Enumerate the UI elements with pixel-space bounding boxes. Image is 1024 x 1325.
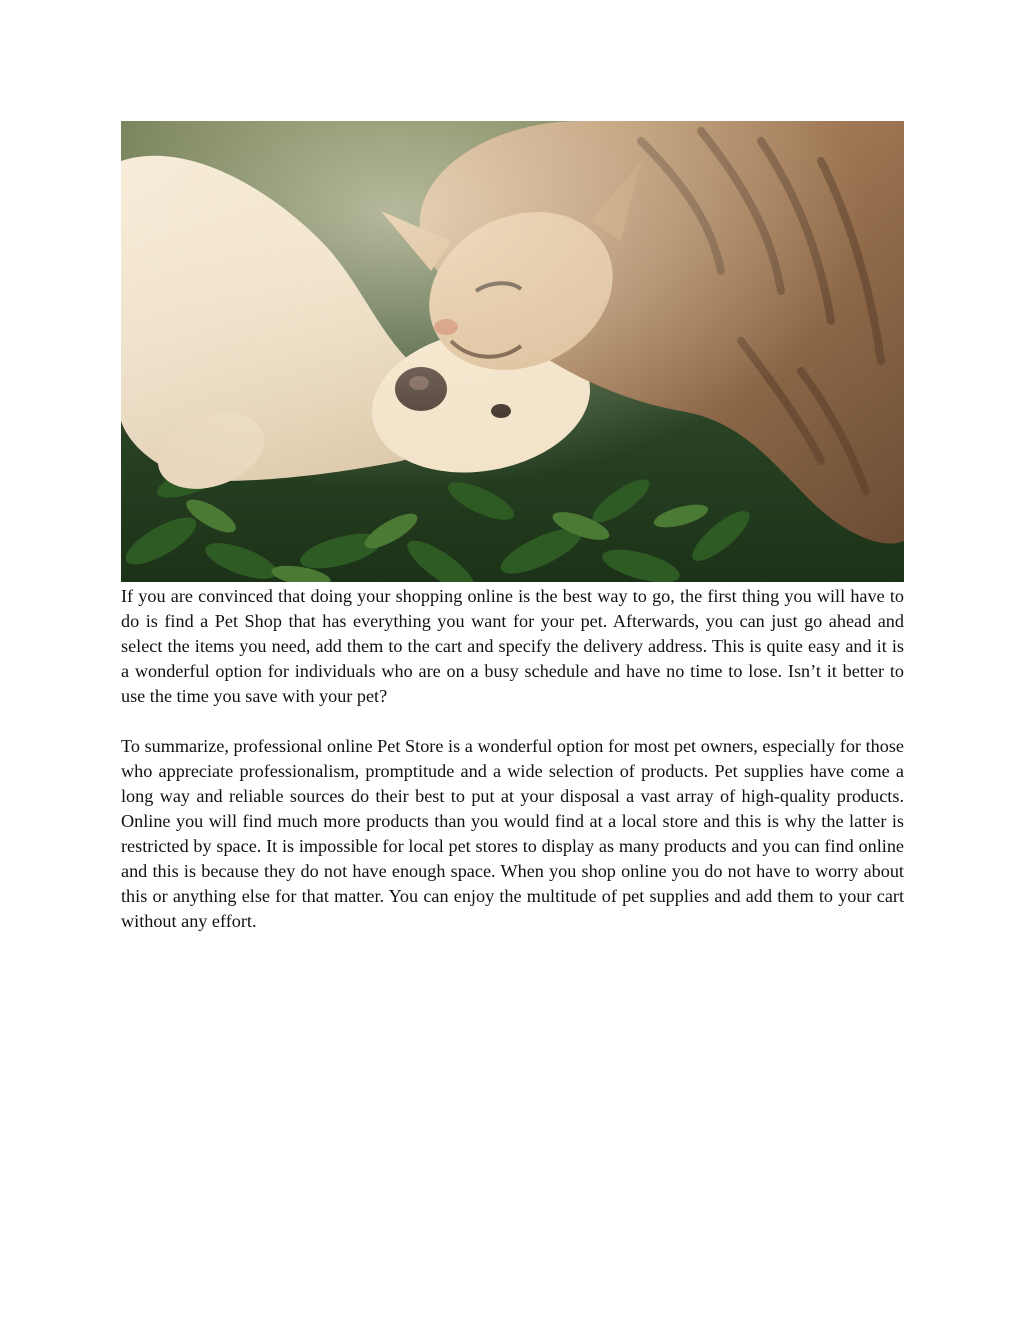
kitten-and-puppy-illustration <box>121 121 904 582</box>
paragraph: If you are convinced that doing your shopping online is the best way to go, the first thing you will have to do is find a Pet Shop that has everything you want for your pet. Afterwards, you can just go ahead and select the items you need, add them to the cart and specify the delivery address. This is quite easy and it is a wonderful option for individuals who are on a busy schedule and have no time to lose. Isn’t it better to use the time you save with your pet? <box>121 586 904 706</box>
pet-photo <box>121 121 904 582</box>
article-body <box>121 584 904 934</box>
paragraph: To summarize, professional online Pet Store is a wonderful option for most pet owners, especially for those who appreciate professionalism, promptitude and a wide selection of products. Pet supplies have come a long way and reliable sources do their best to put at your disposal a vast array of high-quality products. Online you will find much more products than you would find at a local store and this is why the latter is restricted by space. It is impossible for local pet stores to display as many products and you can find online and this is because they do not have enough space. When you shop online you do not have to worry about this or anything else for that matter. You can enjoy the multitude of pet supplies and add them to your cart without any effort. <box>121 736 904 931</box>
